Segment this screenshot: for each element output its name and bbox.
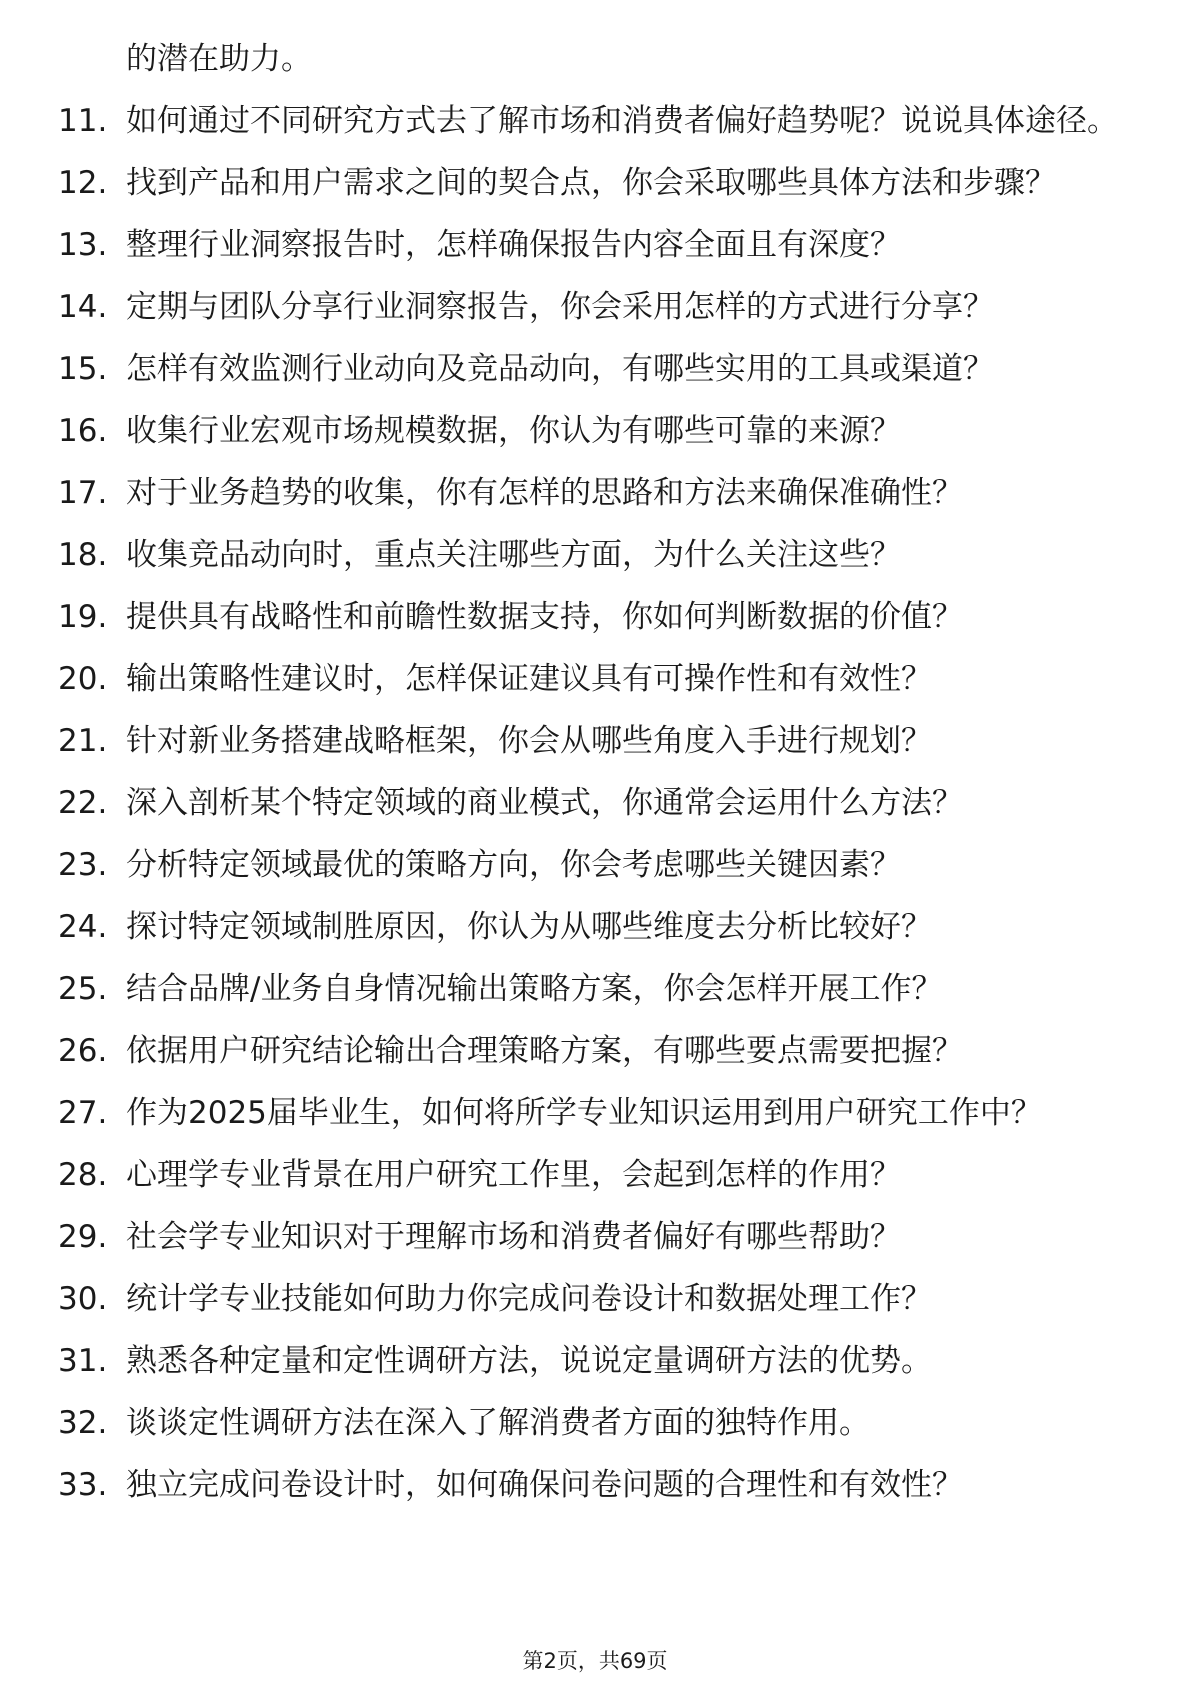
list-item — [0, 474, 1190, 512]
item-text: 社会学专业知识对于理解市场和消费者偏好有哪些帮助？ — [126, 1219, 901, 1255]
list-item — [0, 908, 1190, 946]
list-item — [0, 412, 1190, 450]
list-item — [0, 1404, 1190, 1442]
list-item — [0, 1032, 1190, 1070]
question-list — [0, 102, 1190, 1504]
question-list-container — [0, 40, 1190, 1528]
list-item — [0, 350, 1190, 388]
list-item — [0, 1094, 1186, 1132]
item-number: 11. — [58, 103, 108, 139]
item-number: 24. — [58, 909, 108, 945]
item-number: 17. — [58, 475, 108, 511]
list-item — [0, 1342, 1190, 1380]
item-number: 19. — [58, 599, 108, 635]
list-item — [0, 722, 1190, 760]
item-number: 23. — [58, 847, 108, 883]
list-item — [0, 164, 1186, 202]
list-item — [0, 970, 1190, 1008]
item-number: 26. — [58, 1033, 108, 1069]
item-number: 33. — [58, 1467, 108, 1503]
list-item — [0, 1218, 1190, 1256]
item-text: 输出策略性建议时，怎样保证建议具有可操作性和有效性？ — [126, 661, 932, 697]
item-number: 13. — [58, 227, 108, 263]
page-footer: 第2页，共69页 — [522, 1649, 668, 1673]
item-text: 独立完成问卷设计时，如何确保问卷问题的合理性和有效性？ — [126, 1467, 963, 1503]
item-text: 统计学专业技能如何助力你完成问卷设计和数据处理工作？ — [126, 1281, 932, 1317]
list-item — [0, 846, 1190, 884]
item-text: 依据用户研究结论输出合理策略方案，有哪些要点需要把握？ — [126, 1033, 963, 1069]
item-text: 结合品牌/业务自身情况输出策略方案，你会怎样开展工作？ — [126, 971, 943, 1007]
list-item — [0, 660, 1190, 698]
list-item — [0, 1466, 1190, 1504]
list-item — [0, 784, 1190, 822]
item-text: 熟悉各种定量和定性调研方法，说说定量调研方法的优势。 — [126, 1343, 932, 1379]
item-number: 30. — [58, 1281, 108, 1317]
item-text: 收集行业宏观市场规模数据，你认为有哪些可靠的来源？ — [126, 413, 901, 449]
list-item — [0, 226, 1190, 264]
item-text: 分析特定领域最优的策略方向，你会考虑哪些关键因素？ — [126, 847, 901, 883]
item-text: 探讨特定领域制胜原因，你认为从哪些维度去分析比较好？ — [126, 909, 932, 945]
item-number: 18. — [58, 537, 108, 573]
item-number: 21. — [58, 723, 108, 759]
item-text: 谈谈定性调研方法在深入了解消费者方面的独特作用。 — [126, 1405, 870, 1441]
item-text: 心理学专业背景在用户研究工作里，会起到怎样的作用？ — [126, 1157, 901, 1193]
item-text: 整理行业洞察报告时，怎样确保报告内容全面且有深度？ — [126, 227, 901, 263]
item-number: 20. — [58, 661, 108, 697]
item-number: 31. — [58, 1343, 108, 1379]
list-item — [0, 1156, 1190, 1194]
item-text: 对于业务趋势的收集，你有怎样的思路和方法来确保准确性？ — [126, 475, 963, 511]
item-text: 找到产品和用户需求之间的契合点，你会采取哪些具体方法和步骤？ — [126, 165, 1056, 201]
item-text: 提供具有战略性和前瞻性数据支持，你如何判断数据的价值？ — [126, 599, 963, 635]
item-number: 29. — [58, 1219, 108, 1255]
item-number: 15. — [58, 351, 108, 387]
item-text: 收集竞品动向时，重点关注哪些方面，为什么关注这些？ — [126, 537, 901, 573]
item-text: 定期与团队分享行业洞察报告，你会采用怎样的方式进行分享？ — [126, 289, 994, 325]
item-number: 25. — [58, 971, 108, 1007]
item-text: 深入剖析某个特定领域的商业模式，你通常会运用什么方法？ — [126, 785, 963, 821]
item-number: 14. — [58, 289, 108, 325]
list-item — [0, 102, 1186, 140]
item-number: 28. — [58, 1157, 108, 1193]
item-number: 32. — [58, 1405, 108, 1441]
list-item — [0, 1280, 1190, 1318]
item-text: 怎样有效监测行业动向及竞品动向，有哪些实用的工具或渠道？ — [126, 351, 994, 387]
item-text: 作为2025届毕业生，如何将所学专业知识运用到用户研究工作中？ — [126, 1095, 1042, 1131]
list-item — [0, 288, 1190, 326]
continued-text: 的潜在助力。 — [126, 41, 312, 77]
item-number: 22. — [58, 785, 108, 821]
list-item — [0, 598, 1190, 636]
item-text: 针对新业务搭建战略框架，你会从哪些角度入手进行规划？ — [126, 723, 932, 759]
item-number: 16. — [58, 413, 108, 449]
item-text: 如何通过不同研究方式去了解市场和消费者偏好趋势呢？说说具体途径。 — [126, 103, 1118, 139]
item-number: 12. — [58, 165, 108, 201]
list-item — [0, 536, 1190, 574]
item-number: 27. — [58, 1095, 108, 1131]
